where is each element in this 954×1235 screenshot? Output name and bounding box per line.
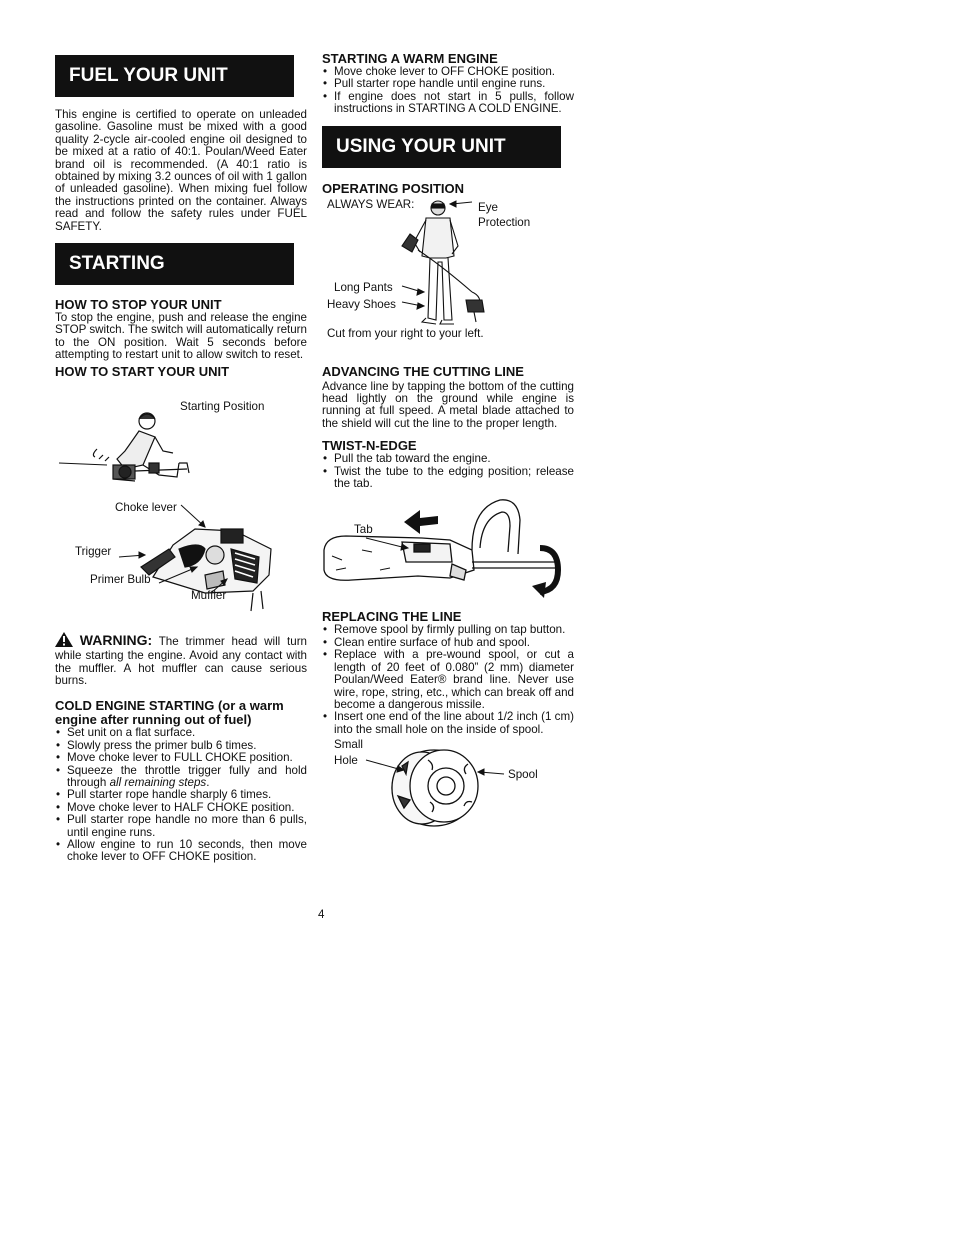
list-item: • Insert one end of the line about 1/2 inch (1 cm) into the small hole on the inside of spool. (322, 711, 574, 736)
fuel-banner: FUEL YOUR UNIT (55, 55, 294, 97)
twist-list (322, 453, 574, 490)
long-pants-label: Long Pants (334, 280, 393, 294)
list-item: • Move choke lever to FULL CHOKE position. (55, 752, 307, 764)
twist-figure (322, 490, 574, 608)
always-wear-label: ALWAYS WEAR: (327, 197, 415, 211)
trigger-label: Trigger (75, 544, 112, 558)
list-item-end: . (206, 775, 210, 789)
list-item: • If engine does not start in 5 pulls, follow instructions in STARTING A COLD ENGINE. (322, 91, 574, 116)
advancing-text: Advance line by tapping the bottom of the cutting head lightly on the ground while engine is running at full speed. A metal blade attached to the shield will cut the line to the proper length. (322, 379, 574, 430)
list-item: • Move choke lever to HALF CHOKE position. (55, 802, 307, 814)
protection-label: Protection (478, 215, 531, 229)
eye-label: Eye (478, 200, 498, 214)
warm-start-heading: STARTING A WARM ENGINE (322, 51, 498, 66)
list-item: • Pull the tab toward the engine. (322, 453, 574, 465)
hole-label: Hole (334, 754, 358, 768)
using-banner: USING YOUR UNIT (322, 126, 561, 168)
spool-figure (322, 736, 574, 836)
left-column (55, 52, 307, 864)
stop-heading: HOW TO STOP YOUR UNIT (55, 297, 222, 313)
warning-text: The trimmer head will turn while starting the engine. Avoid any contact with the muffler. A hot muffler can cause serious burns. (55, 634, 308, 687)
heavy-shoes-label: Heavy Shoes (327, 297, 396, 311)
operating-figure (322, 196, 574, 362)
warning-paragraph (55, 632, 307, 688)
page-number: 4 (318, 908, 325, 921)
cold-start-list (55, 727, 307, 863)
list-item: • Pull starter rope handle until engine runs. (322, 78, 574, 90)
twist-heading: TWIST-N-EDGE (322, 438, 417, 454)
warning-word: WARNING: (79, 631, 153, 648)
list-item: • Allow engine to run 10 seconds, then move choke lever to OFF CHOKE position. (55, 839, 307, 864)
right-column (322, 52, 574, 836)
primer-bulb-label: Primer Bulb (90, 572, 151, 586)
small-label: Small (334, 738, 363, 752)
muffler-label: Muffler (191, 588, 227, 602)
cut-direction-label: Cut from your right to your left. (327, 326, 484, 340)
list-item (55, 765, 307, 790)
warning-triangle-icon (55, 632, 73, 650)
replacing-heading: REPLACING THE LINE (322, 609, 462, 625)
list-item: • Slowly press the primer bulb 6 times. (55, 740, 307, 752)
list-item: • Remove spool by firmly pulling on tap button. (322, 624, 574, 636)
cold-start-heading: COLD ENGINE STARTING (or a warm engine after running out of fuel) (55, 698, 284, 728)
operating-heading: OPERATING POSITION (322, 180, 465, 196)
starting-figure (55, 379, 307, 629)
list-item: • Move choke lever to OFF CHOKE position. (322, 66, 574, 78)
list-item-text: Squeeze the throttle trigger fully and hold through (67, 763, 307, 789)
start-heading: HOW TO START YOUR UNIT (55, 363, 230, 379)
choke-lever-label: Choke lever (115, 500, 177, 514)
list-item: • Replace with a pre-wound spool, or cut a length of 20 feet of 0.080” (2 mm) diameter Poulan/Weed Eater® brand line. Never use wire, rope, string, etc., which can break off and become a dangerous missile. (322, 649, 574, 711)
list-item: • Pull starter rope handle no more than 6 pulls, until engine runs. (55, 814, 307, 839)
replacing-list (322, 624, 574, 736)
fuel-text: This engine is certified to operate on unleaded gasoline. Gasoline must be mixed with a good quality 2-cycle air-cooled engine oil designed to be mixed at a ratio of 40:1. Poulan/Weed Eater brand oil is recommended. (A 40:1 ratio is obtained by mixing 3.2 ounces of oil with 1 gallon of unleaded gasoline). When mixing fuel follow the instructions printed on the container. Always read and follow the safety rules under FUEL SAFETY. (55, 108, 307, 233)
tab-label: Tab (354, 523, 373, 537)
starting-position-label: Starting Position (180, 399, 265, 413)
list-item: • Pull starter rope handle sharply 6 times. (55, 789, 307, 801)
starting-banner: STARTING (55, 243, 294, 285)
warm-start-list (322, 66, 574, 116)
advancing-heading: ADVANCING THE CUTTING LINE (322, 363, 524, 379)
list-item-italic: all remaining steps (109, 775, 207, 789)
starting-position-illustration (55, 379, 307, 629)
list-item: • Twist the tube to the edging position; release the tab. (322, 466, 574, 491)
stop-text: To stop the engine, push and release the engine STOP switch. The switch will automatically return to the ON position. Wait 5 seconds before attempting to restart unit to allow switch to reset. (55, 311, 307, 362)
twist-n-edge-illustration (322, 490, 574, 608)
spool-label: Spool (508, 768, 538, 782)
list-item: • Clean entire surface of hub and spool. (322, 637, 574, 649)
list-item: • Set unit on a flat surface. (55, 727, 307, 739)
spool-illustration (322, 736, 574, 836)
